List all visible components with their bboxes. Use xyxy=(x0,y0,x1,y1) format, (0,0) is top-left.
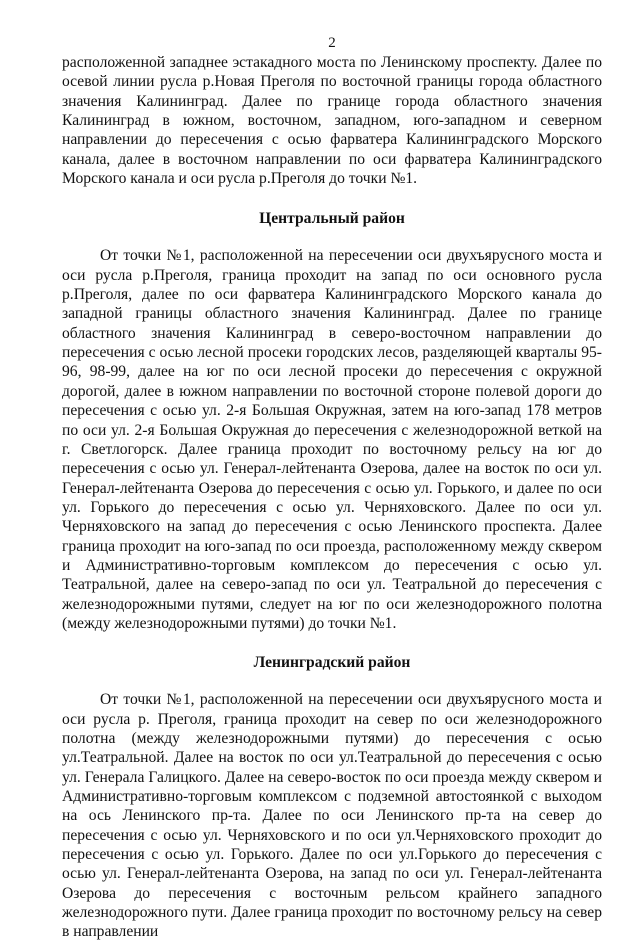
document-page xyxy=(62,34,602,942)
section-heading-central: Центральный район xyxy=(259,210,405,228)
section-heading-leningradsky: Ленинградский район xyxy=(253,654,411,672)
intro-paragraph: расположенной западнее эстакадного моста по Ленинскому проспекту. Далее по осевой линии русла р.Новая Преголя по восточной границы города областного значения Калининград. Далее по границе города областного значения Калининград в южном, восточном, западном, юго-западном и северном направлении до пересечения с осью фарватера Калининградского Морского канала, далее в восточном направлении по оси фарватера Калининградского Морского канала и оси русла р.Преголя до точки №1. xyxy=(62,54,602,188)
section-paragraph-central: От точки №1, расположенной на пересечении оси двухъярусного моста и оси русла р.Преголя, граница проходит на запад по оси основного русла р.Преголя, далее по оси фарватера Калининградского Морского канала до западной границы областного значения Калининград. Далее по границе областного значения Калининград в северо-восточном направлении до пересечения с осью лесной просеки городских лесов, разделяющей кварталы 95-96, 98-99, далее на юг по оси лесной просеки до пересечения с окружной дорогой, далее в южном направлении по восточной стороне полевой дороги до пересечения с осью ул. 2-я Большая Окружная, затем на юго-запад 178 метров по оси ул. 2-я Большая Окружная до пересечения с железнодорожной веткой на г. Светлогорск. Далее граница проходит по восточному рельсу на юг до пересечения с осью ул. Генерал-лейтенанта Озерова, далее на восток по оси ул. Генерал-лейтенанта Озерова до пересечения с осью ул. Горького, и далее по оси ул. Горького до пересечения с осью ул. Черняховского. Далее по оси ул. Черняховского на запад до пересечения с осью Ленинского проспекта. Далее граница проходит на юго-запад по оси проезда, расположенному между сквером и Административно-торговым комплексом до пересечения с осью ул. Театральной, далее на северо-запад по оси ул. Театральной до пересечения с железнодорожными путями, следует на юг по оси железнодорожного полотна (между железнодорожными путями) до точки №1. xyxy=(62,247,602,632)
section-paragraph-leningradsky: От точки №1, расположенной на пересечении оси двухъярусного моста и оси русла р. Преголя, граница проходит на север по оси железнодорожного полотна (между железнодорожными путями) до пересечения с осью ул.Театральной. Далее на восток по оси ул.Театральной до пересечения с осью ул. Генерала Галицкого. Далее на северо-восток по оси проезда между сквером и Административно-торговым комплексом с подземной автостоянкой с выходом на ось Ленинского пр-та. Далее по оси Ленинского пр-та на север до пересечения с осью ул. Черняховского и по оси ул.Черняховского проходит до пересечения с осью ул. Горького. Далее по оси ул.Горького до пересечения с осью ул. Генерал-лейтенанта Озерова, на запад по оси ул. Генерал-лейтенанта Озерова до пересечения с восточным рельсом крайнего западного железнодорожного пути. Далее граница проходит по восточному рельсу на север в направлении xyxy=(62,691,602,941)
page-number: 2 xyxy=(328,35,336,51)
